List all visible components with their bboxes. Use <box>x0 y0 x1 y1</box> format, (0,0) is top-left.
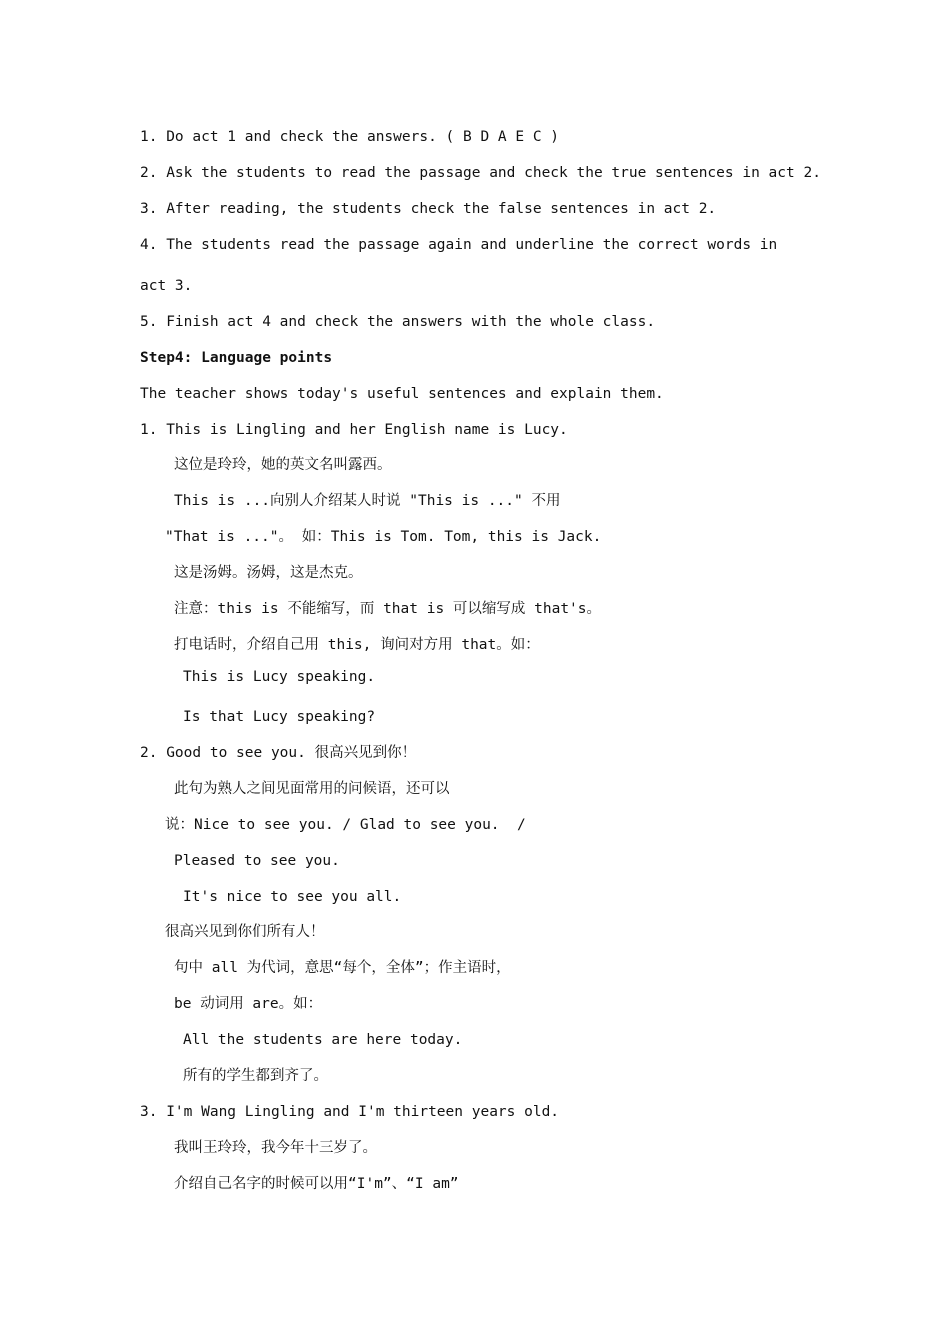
point1-note-d: 注意：this is 不能缩写，而 that is 可以缩写成 that's。 <box>174 601 602 617</box>
step4-intro: The teacher shows today's useful sentences and explain them. <box>140 386 664 402</box>
point2-example: It's nice to see you all. <box>183 889 402 905</box>
point1-note-b: "That is ..."。 如：This is Tom. Tom, this is Jack. <box>165 529 602 545</box>
procedure-item-1: 1. Do act 1 and check the answers. ( B D A E C ) <box>140 129 560 145</box>
point1-note-e: 打电话时，介绍自己用 this, 询问对方用 that。如： <box>174 637 540 653</box>
procedure-item-3: 3. After reading, the students check the false sentences in act 2. <box>140 201 717 217</box>
point3-translation: 我叫王玲玲，我今年十三岁了。 <box>174 1140 377 1156</box>
point2-note-d: 句中 all 为代词，意思“每个，全体”；作主语时， <box>174 960 511 976</box>
point1-note-a: This is ...向别人介绍某人时说 "This is ..." 不用 <box>174 493 561 509</box>
point1-example-1: This is Lucy speaking. <box>183 669 376 685</box>
procedure-item-5: 5. Finish act 4 and check the answers with the whole class. <box>140 314 656 330</box>
procedure-item-4: 4. The students read the passage again and underline the correct words in <box>140 237 778 253</box>
procedure-item-2: 2. Ask the students to read the passage and check the true sentences in act 2. <box>140 165 821 181</box>
point1-translation: 这位是玲玲，她的英文名叫露西。 <box>174 457 392 473</box>
point2-example-translation: 很高兴见到你们所有人！ <box>165 924 325 940</box>
point2-note-e: be 动词用 are。如： <box>174 996 323 1012</box>
step4-heading: Step4: Language points <box>140 350 333 366</box>
point1-note-c: 这是汤姆。汤姆，这是杰克。 <box>174 565 363 581</box>
point2-example-2: All the students are here today. <box>183 1032 463 1048</box>
point2-note-c: Pleased to see you. <box>174 853 340 869</box>
point2-example-2-translation: 所有的学生都到齐了。 <box>183 1068 328 1084</box>
point2-sentence: 2. Good to see you. 很高兴见到你！ <box>140 745 417 761</box>
point1-example-2: Is that Lucy speaking? <box>183 709 376 725</box>
point2-note-a: 此句为熟人之间见面常用的问候语，还可以 <box>174 781 450 797</box>
point2-note-b: 说：Nice to see you. / Glad to see you. / <box>165 817 526 833</box>
point3-note-a: 介绍自己名字的时候可以用“I'm”、“I am” <box>174 1176 459 1192</box>
point1-sentence: 1. This is Lingling and her English name is Lucy. <box>140 422 568 438</box>
point3-sentence: 3. I'm Wang Lingling and I'm thirteen years old. <box>140 1104 560 1120</box>
procedure-item-4-continued: act 3. <box>140 278 193 294</box>
